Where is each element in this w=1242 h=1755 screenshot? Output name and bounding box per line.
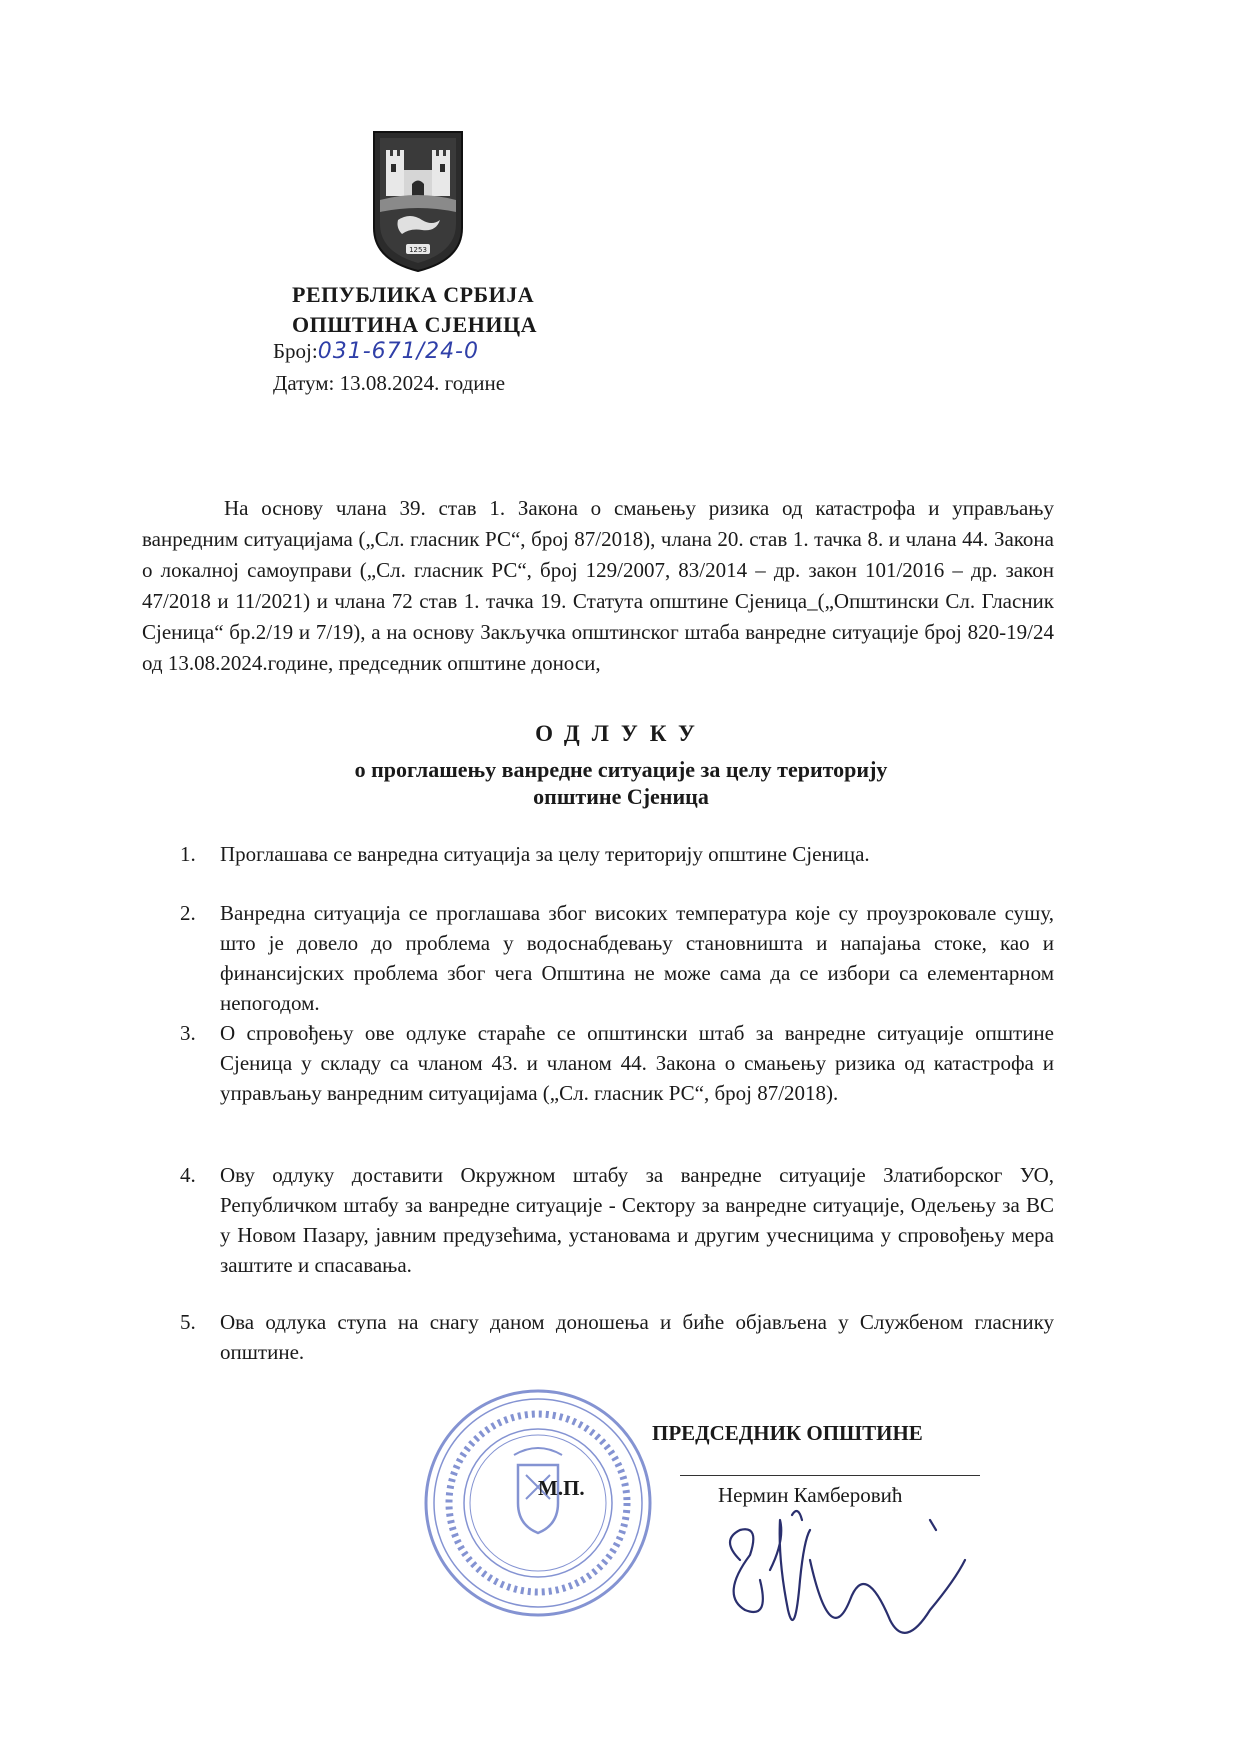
official-stamp-icon xyxy=(418,1383,658,1623)
list-item-number: 1. xyxy=(180,842,196,866)
signature-line xyxy=(680,1475,980,1476)
list-item-number: 2. xyxy=(180,901,196,925)
header-country: РЕПУБЛИКА СРБИЈА xyxy=(292,282,535,307)
header-municipality: ОПШТИНА СЈЕНИЦА xyxy=(292,312,537,337)
document-number-label: Број: xyxy=(273,339,318,363)
list-item xyxy=(180,1307,1054,1367)
list-item xyxy=(180,898,1054,1018)
list-item-text: Ову одлуку доставити Окружном штабу за ванредне ситуације Златиборског УО, Републичком штабу за ванредне ситуације - Сектору за ванредне ситуације, Одељењу за ВС у Новом Пазару, јавним предузећима, установама и другим учесницима у спровођењу мера заштите и спасавања. xyxy=(220,1163,1054,1277)
list-item xyxy=(180,1018,1054,1108)
decision-subtitle-line1: о проглашењу ванредне ситуације за целу територију xyxy=(354,757,888,782)
document-number-value: 031-671/24-0 xyxy=(317,339,479,364)
signatory-title: ПРЕДСЕДНИК ОПШТИНЕ xyxy=(652,1421,923,1445)
coat-year: 1253 xyxy=(409,246,427,254)
list-item-number: 4. xyxy=(180,1163,196,1187)
decision-subtitle-line2: општине Сјеница xyxy=(533,784,709,809)
list-item-text: Ова одлука ступа на снагу даном доношења и биће објављена у Службеном гласнику општине. xyxy=(220,1310,1054,1364)
stamp-place-label: М.П. xyxy=(538,1476,585,1500)
list-item-number: 3. xyxy=(180,1021,196,1045)
list-item xyxy=(180,1160,1054,1280)
list-item-text: Ванредна ситуација се проглашава због високих температура које су проузроковале сушу, што је довело до проблема у водоснабдевању становништа и напајања стоке, као и финансијских проблема због чега Општина не може сама да се избори са елементарном непогодом. xyxy=(220,901,1054,1015)
intro-paragraph: На основу члана 39. став 1. Закона о смањењу ризика од катастрофа и управљању ванредним ситуацијама („Сл. гласник РС“, број 87/2018), члана 20. став 1. тачка 8. и члана 44. Закона о локалној самоуправи („Сл. гласник РС“, број 129/2007, 83/2014 – др. закон 101/2016 – др. закон 47/2018 и 11/2021) и члана 72 став 1. тачка 19. Статута општине Сјеница_(„Општински Сл. Гласник Сјеница“ бр.2/19 и 7/19), а на основу Закључка општинског штаба ванредне ситуације број 820-19/24 од 13.08.2024.године, председник општине доноси, xyxy=(142,496,1054,675)
list-item-text: Проглашава се ванредна ситуација за целу територију општине Сјеница. xyxy=(220,842,870,866)
decision-title: ОДЛУКУ xyxy=(535,721,707,746)
document-number xyxy=(273,339,479,364)
coat-of-arms-icon xyxy=(370,128,466,273)
list-item-text: О спровођењу ове одлуке стараће се општински штаб за ванредне ситуације општине Сјеница у складу са чланом 43. и чланом 44. Закона о смањењу ризика од катастрофа и управљању ванредним ситуацијама („Сл. гласник РС“, број 87/2018). xyxy=(220,1021,1054,1105)
handwritten-signature-icon xyxy=(700,1500,1000,1670)
document-date: Датум: 13.08.2024. године xyxy=(273,371,506,395)
list-item xyxy=(180,839,1054,869)
list-item-number: 5. xyxy=(180,1310,196,1334)
signatory-name: Нермин Камберовић xyxy=(718,1483,903,1507)
